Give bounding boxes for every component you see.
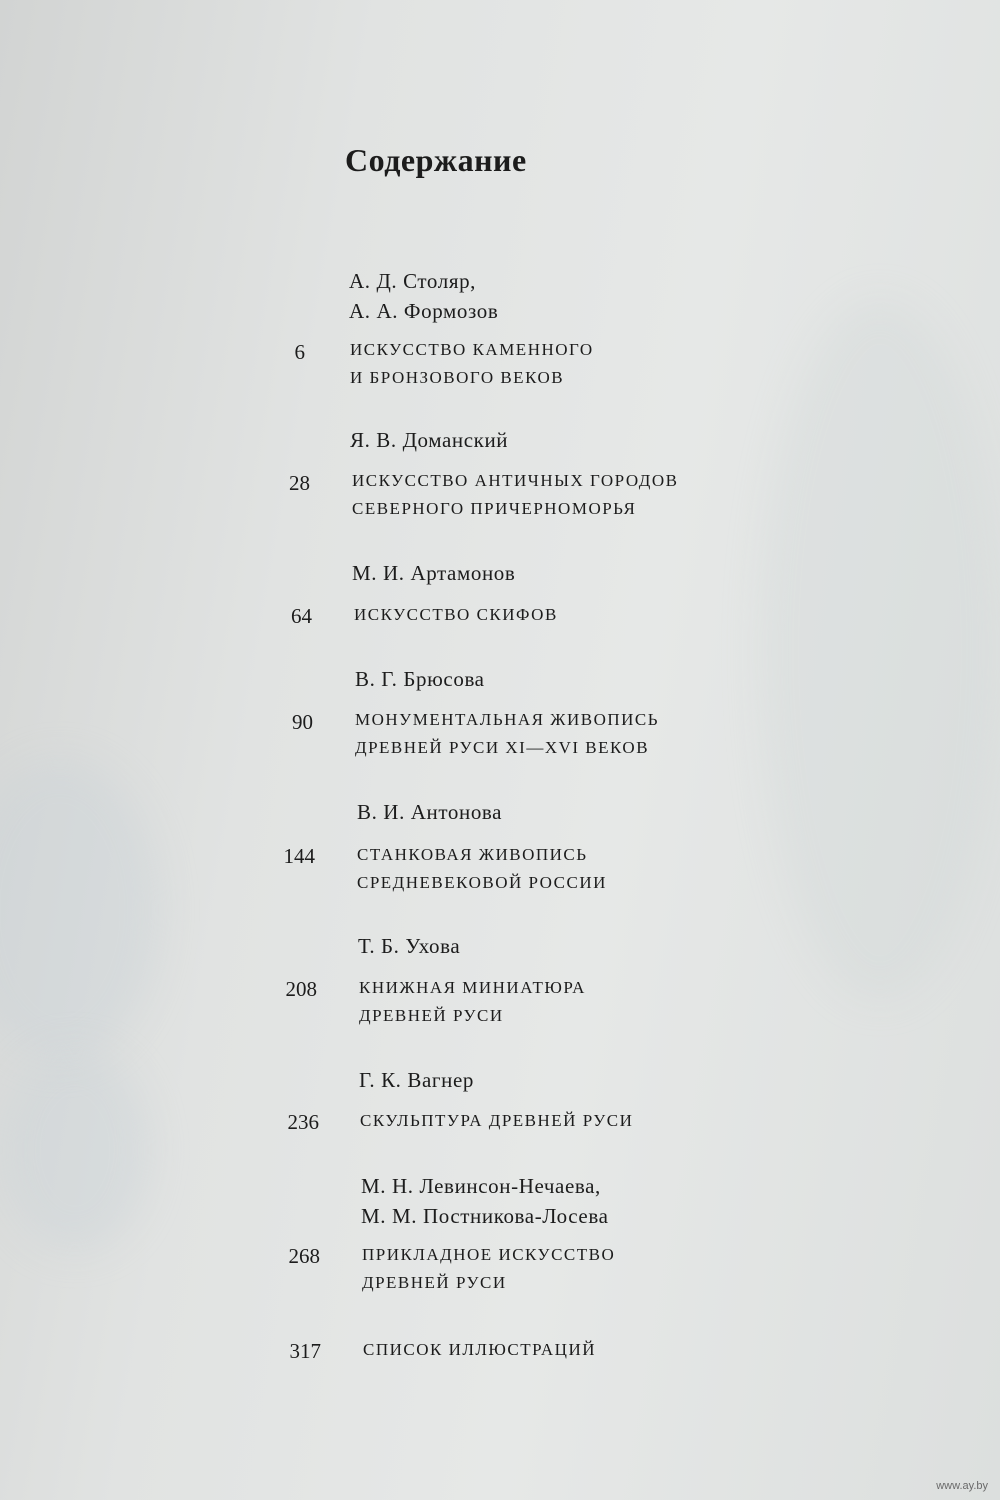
entry-author [357,797,502,827]
entry-chapter-title [350,336,594,392]
entry-chapter-title [363,1336,596,1364]
author-line: М. Н. Левинсон-Нечаева, [361,1174,601,1198]
author-line: М. М. Постникова-Лосева [361,1204,609,1228]
entry-chapter-title [354,601,558,629]
entry-chapter-title [357,841,607,897]
entry-author [350,425,508,455]
chapter-line: ДРЕВНЕЙ РУСИ [359,1006,504,1025]
entry-chapter-title [360,1107,633,1135]
entry-page-number: 6 [294,340,305,364]
page-title: Содержание [345,142,527,178]
chapter-line: ИСКУССТВО КАМЕННОГО [350,340,594,359]
show-through-stain [0,1050,150,1250]
author-line: В. И. Антонова [357,800,503,824]
chapter-line: СРЕДНЕВЕКОВОЙ РОССИИ [357,873,607,892]
author-line: А. А. Формозов [349,299,499,323]
chapter-line: ИСКУССТВО АНТИЧНЫХ ГОРОДОВ [352,471,679,490]
author-line: М. И. Артамонов [352,561,516,585]
author-line: Г. К. Вагнер [359,1068,474,1092]
entry-chapter-title [352,467,678,523]
author-line: В. Г. Брюсова [355,667,485,691]
chapter-line: СЕВЕРНОГО ПРИЧЕРНОМОРЬЯ [352,499,637,518]
chapter-line: ДРЕВНЕЙ РУСИ [362,1273,507,1292]
entry-author [349,266,498,326]
author-line: А. Д. Столяр, [349,269,477,293]
entry-page-number: 208 [285,977,317,1001]
chapter-line: СКУЛЬПТУРА ДРЕВНЕЙ РУСИ [360,1111,634,1130]
entry-author [359,1065,474,1095]
chapter-line: И БРОНЗОВОГО ВЕКОВ [350,368,565,387]
chapter-line: ДРЕВНЕЙ РУСИ XI—XVI ВЕКОВ [355,738,650,757]
entry-page-number: 64 [291,604,312,628]
entry-page-number: 268 [288,1244,320,1268]
watermark: www.ay.by [936,1480,988,1492]
entry-page-number: 144 [283,844,315,868]
author-line: Т. Б. Ухова [358,934,461,958]
entry-author [355,664,485,694]
entry-author [361,1171,609,1231]
chapter-line: ИСКУССТВО СКИФОВ [354,605,558,624]
chapter-line: СПИСОК ИЛЛЮСТРАЦИЙ [363,1340,597,1359]
entry-chapter-title [355,706,659,762]
author-line: Я. В. Доманский [350,428,509,452]
entry-page-number: 236 [287,1110,319,1134]
chapter-line: КНИЖНАЯ МИНИАТЮРА [359,978,586,997]
chapter-line: СТАНКОВАЯ ЖИВОПИСЬ [357,845,588,864]
chapter-line: ПРИКЛАДНОЕ ИСКУССТВО [362,1245,616,1264]
chapter-line: МОНУМЕНТАЛЬНАЯ ЖИВОПИСЬ [355,710,660,729]
show-through-stain [760,300,1000,1000]
entry-chapter-title [362,1241,615,1297]
show-through-stain [0,760,160,1060]
entry-page-number: 90 [292,710,313,734]
entry-page-number: 317 [289,1339,321,1363]
entry-author [358,931,460,961]
entry-author [352,558,515,588]
entry-chapter-title [359,974,586,1030]
entry-page-number: 28 [289,471,310,495]
